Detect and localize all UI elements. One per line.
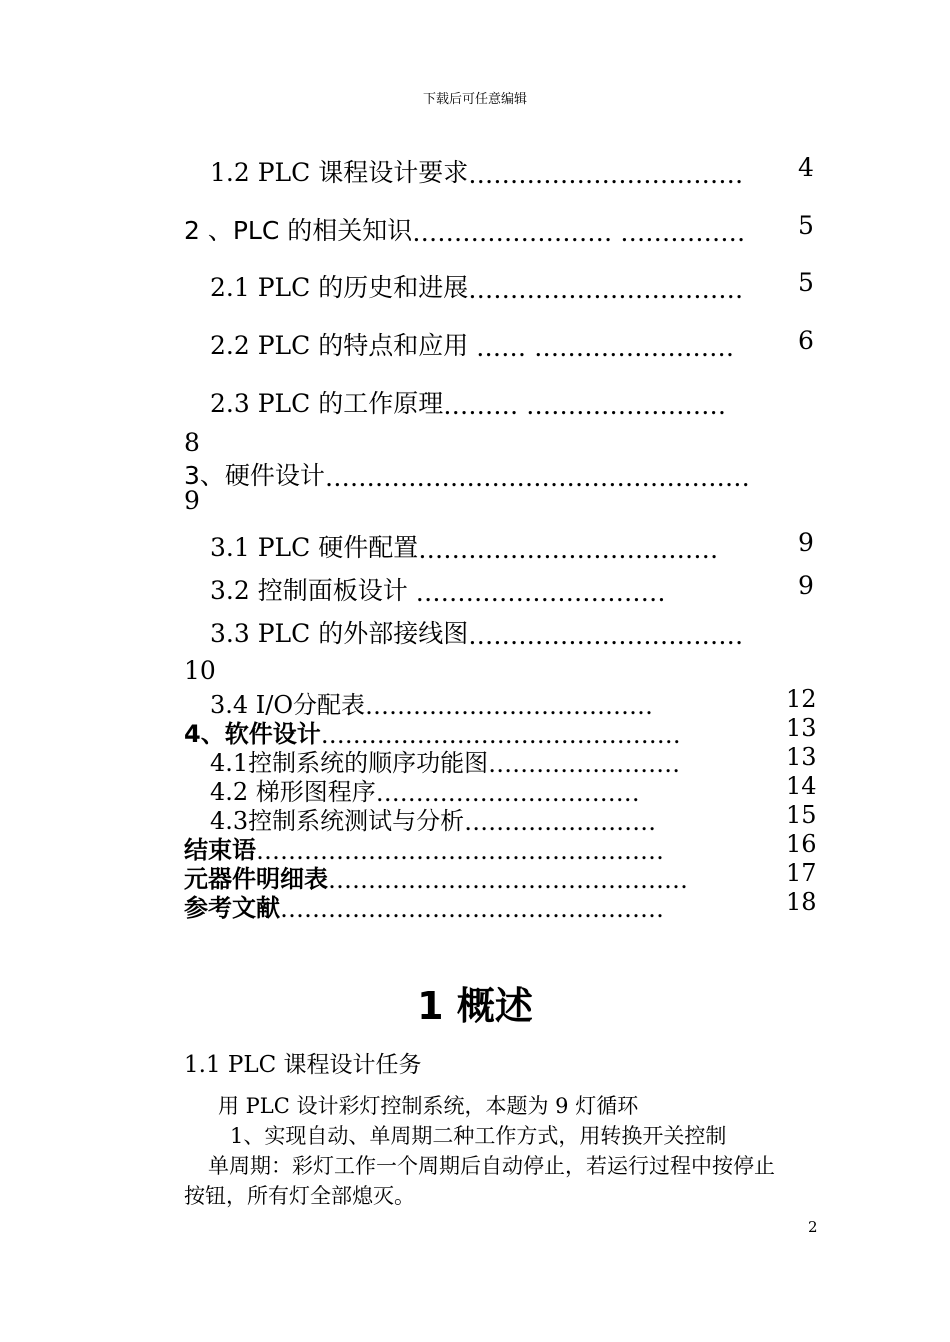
toc-label: 2.2 PLC 的特点和应用 [210, 331, 477, 360]
toc-page-number: 5 [798, 211, 814, 240]
section-title: 1.1 PLC 课程设计任务 [184, 1052, 422, 1078]
toc-label: 2.3 PLC 的工作原理 [210, 389, 444, 418]
toc-page-number: 8 [184, 428, 200, 457]
toc-page-number: 4 [798, 153, 814, 182]
toc-page-number: 18 [786, 888, 817, 916]
toc-label: 4.2 梯形图程序 [210, 778, 376, 806]
toc-leader: ……………………………………… [320, 721, 681, 749]
body-paragraph: 按钮，所有灯全部熄灭。 [184, 1184, 415, 1208]
page-header: 下载后可任意编辑 [422, 92, 527, 107]
toc-page-number: 13 [786, 714, 817, 742]
toc-leader: …………………………… [468, 275, 744, 304]
toc-label: 2 、PLC 的相关知识 [184, 216, 413, 245]
toc-label: 3.3 PLC 的外部接线图 [210, 619, 469, 648]
toc-label: 2.1 PLC 的历史和进展 [210, 273, 469, 302]
toc-leader: …………………………… [375, 779, 640, 807]
toc-page-number: 5 [798, 268, 814, 297]
toc-label: 4、软件设计 [184, 720, 321, 748]
toc-leader: …………………………… [468, 621, 744, 650]
page-number: 2 [808, 1218, 818, 1236]
toc-page-number: 6 [798, 326, 814, 355]
toc-label: 3.4 I/O分配表 [210, 691, 366, 719]
toc-label: 元器件明细表 [184, 865, 328, 893]
toc-page-number: 9 [798, 571, 814, 600]
toc-entry [210, 528, 718, 564]
toc-label: 1.2 PLC 课程设计要求 [210, 158, 469, 187]
toc-label: 4.3控制系统测试与分析 [210, 807, 465, 835]
toc-leader: …………………… …………… [412, 218, 746, 247]
toc-entry [184, 456, 750, 492]
toc-entry [210, 614, 743, 650]
toc-entry [210, 268, 743, 304]
toc-label: 3.1 PLC 硬件配置 [210, 533, 419, 562]
toc-entry [210, 326, 734, 362]
toc-leader: …………………… [488, 750, 681, 778]
toc-page-number: 10 [184, 656, 216, 685]
toc-leader: …………………………………………… [256, 837, 664, 865]
toc-page-number: 9 [184, 486, 200, 515]
toc-leader: …… …………………… [476, 333, 735, 362]
toc-leader: ……………………………… [365, 692, 654, 720]
body-paragraph: 用 PLC 设计彩灯控制系统，本题为 9 灯循环 [218, 1094, 639, 1118]
toc-entry [184, 211, 745, 247]
toc-label: 4.1控制系统的顺序功能图 [210, 749, 489, 777]
toc-page-number: 17 [786, 859, 817, 887]
toc-leader: …………………………… [468, 160, 744, 189]
toc-entry [184, 888, 664, 923]
toc-label: 结束语 [184, 836, 256, 864]
body-paragraph: 单周期：彩灯工作一个周期后自动停止，若运行过程中按停止 [208, 1154, 775, 1178]
toc-page-number: 14 [786, 772, 817, 800]
toc-leader: ……………………………………… [328, 866, 688, 894]
toc-entry [210, 571, 666, 607]
toc-page-number: 15 [786, 801, 817, 829]
toc-page-number: 13 [786, 743, 817, 771]
toc-page-number: 12 [786, 685, 817, 713]
toc-leader: ………………………… [415, 578, 666, 607]
toc-page-number: 16 [786, 830, 817, 858]
toc-leader: ………………………………………… [280, 895, 664, 923]
toc-entry [210, 153, 743, 189]
toc-entry [210, 384, 726, 420]
body-paragraph: 1、实现自动、单周期二种工作方式，用转换开关控制 [230, 1124, 727, 1148]
toc-label: 参考文献 [184, 894, 280, 922]
toc-page-number: 9 [798, 528, 814, 557]
toc-leader: ……… …………………… [443, 391, 727, 420]
toc-leader: …………………………………………… [324, 463, 750, 492]
toc-leader: ……………………………… [418, 535, 719, 564]
toc-label: 3.2 控制面板设计 [210, 576, 416, 605]
toc-leader: …………………… [464, 808, 657, 836]
toc-label: 3、硬件设计 [184, 461, 325, 490]
chapter-title: 1 概述 [417, 984, 533, 1028]
